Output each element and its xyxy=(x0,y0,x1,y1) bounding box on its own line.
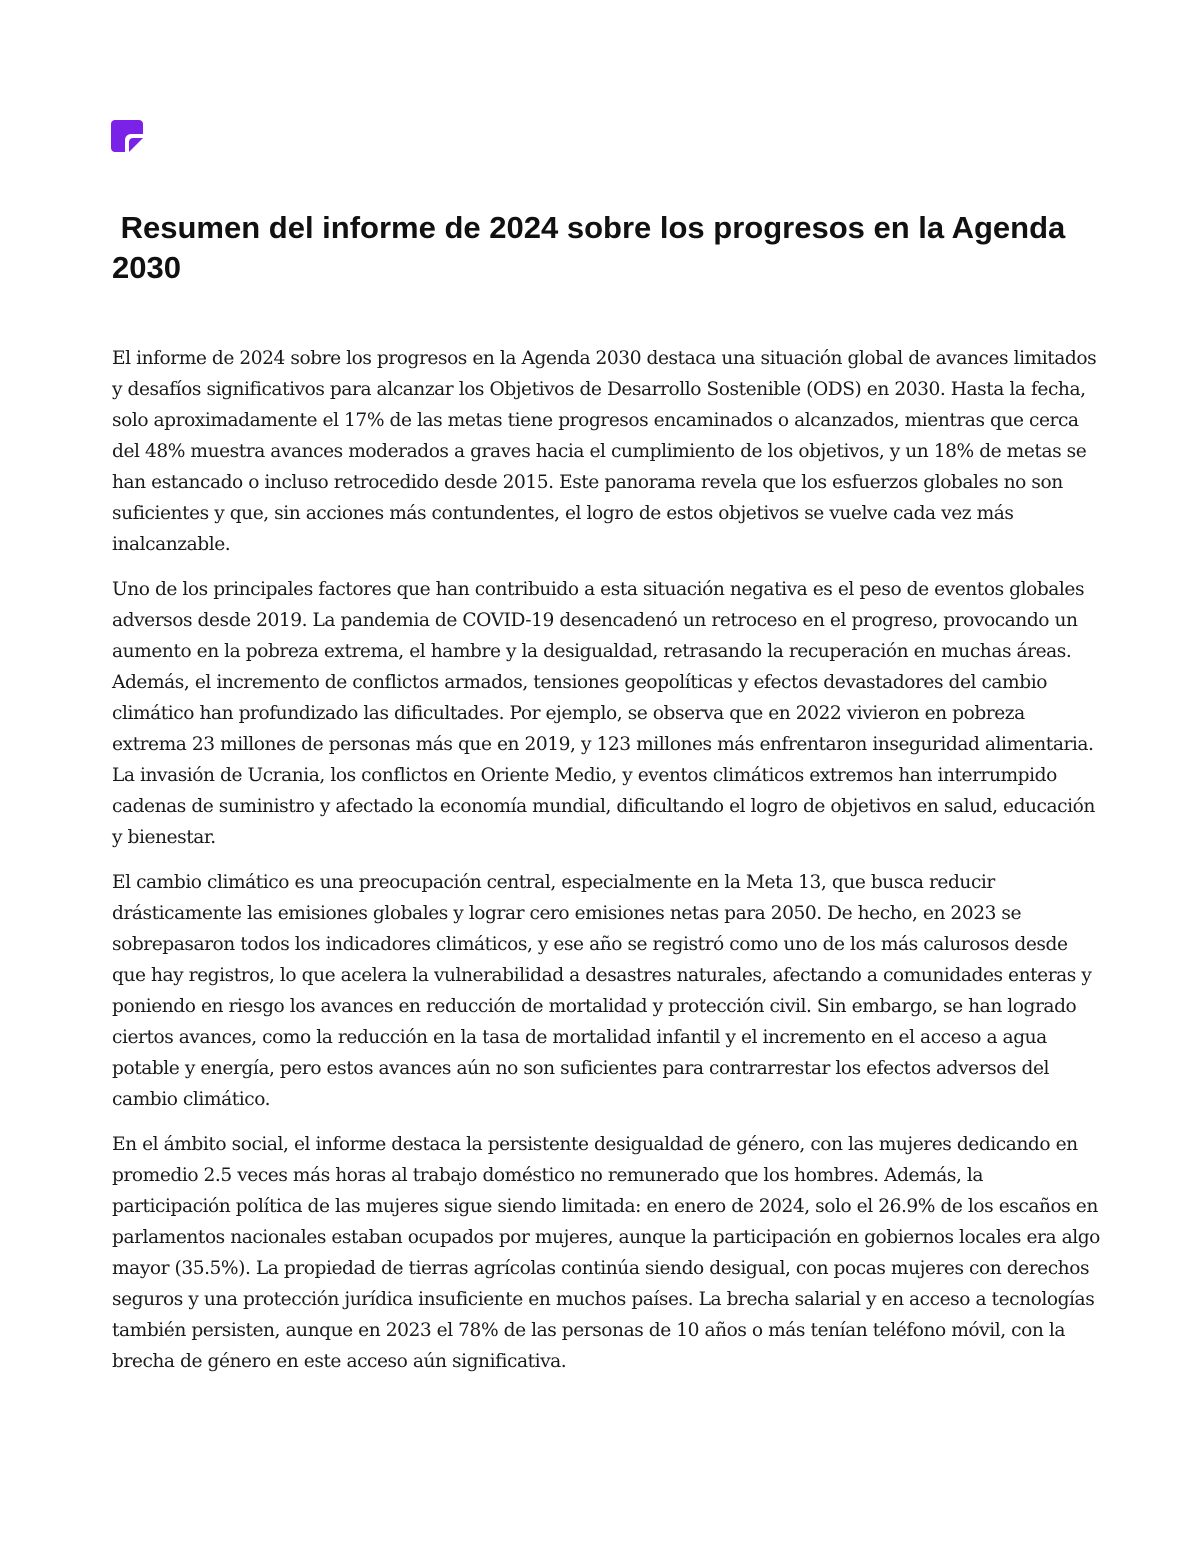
document-title: Resumen del informe de 2024 sobre los progresos en la Agenda 2030 xyxy=(112,210,1074,285)
paragraph: Uno de los principales factores que han contribuido a esta situación negativa es el peso de eventos globales adversos desde 2019. La pandemia de COVID-19 desencadenó un retroceso en el progreso, provocando un aumento en la pobreza extrema, el hambre y la desigualdad, retrasando la recuperación en muchas áreas. Además, el incremento de conflictos armados, tensiones geopolíticas y efectos devastadores del cambio climático han profundizado las dificultades. Por ejemplo, se observa que en 2022 vivieron en pobreza extrema 23 millones de personas más que en 2019, y 123 millones más enfrentaron inseguridad alimentaria. La invasión de Ucrania, los conflictos en Oriente Medio, y eventos climáticos extremos han interrumpido cadenas de suministro y afectado la economía mundial, dificultando el logro de objetivos en salud, educación y bienestar. xyxy=(112,579,1095,848)
paragraph: El cambio climático es una preocupación central, especialmente en la Meta 13, que busca reducir drásticamente las emisiones globales y lograr cero emisiones netas para 2050. De hecho, en 2023 se sobrepasaron todos los indicadores climáticos, y ese año se registró como uno de los más calurosos desde que hay registros, lo que acelera la vulnerabilidad a desastres naturales, afectando a comunidades enteras y poniendo en riesgo los avances en reducción de mortalidad y protección civil. Sin embargo, se han logrado ciertos avances, como la reducción en la tasa de mortalidad infantil y el incremento en el acceso a agua potable y energía, pero estos avances aún no son suficientes para contrarrestar los efectos adversos del cambio climático. xyxy=(112,872,1092,1110)
studocu-logo-icon xyxy=(111,120,143,152)
paragraph: El informe de 2024 sobre los progresos en la Agenda 2030 destaca una situación global de avances limitados y desafíos significativos para alcanzar los Objetivos de Desarrollo Sostenible (ODS) en 2030. Hasta la fecha, solo aproximadamente el 17% de las metas tiene progresos encaminados o alcanzados, mientras que cerca del 48% muestra avances moderados a graves hacia el cumplimiento de los objetivos, y un 18% de metas se han estancado o incluso retrocedido desde 2015. Este panorama revela que los esfuerzos globales no son suficientes y que, sin acciones más contundentes, el logro de estos objetivos se vuelve cada vez más inalcanzable. xyxy=(112,348,1097,555)
paragraph: En el ámbito social, el informe destaca la persistente desigualdad de género, con las mujeres dedicando en promedio 2.5 veces más horas al trabajo doméstico no remunerado que los hombres. Además, la participación política de las mujeres sigue siendo limitada: en enero de 2024, solo el 26.9% de los escaños en parlamentos nacionales estaban ocupados por mujeres, aunque la participación en gobiernos locales era algo mayor (35.5%). La propiedad de tierras agrícolas continúa siendo desigual, con pocas mujeres con derechos seguros y una protección jurídica insuficiente en muchos países. La brecha salarial y en acceso a tecnologías también persisten, aunque en 2023 el 78% de las personas de 10 años o más tenían teléfono móvil, con la brecha de género en este acceso aún significativa. xyxy=(112,1134,1100,1372)
document-body xyxy=(112,343,1102,1391)
studocu-logo-shape xyxy=(111,120,143,152)
